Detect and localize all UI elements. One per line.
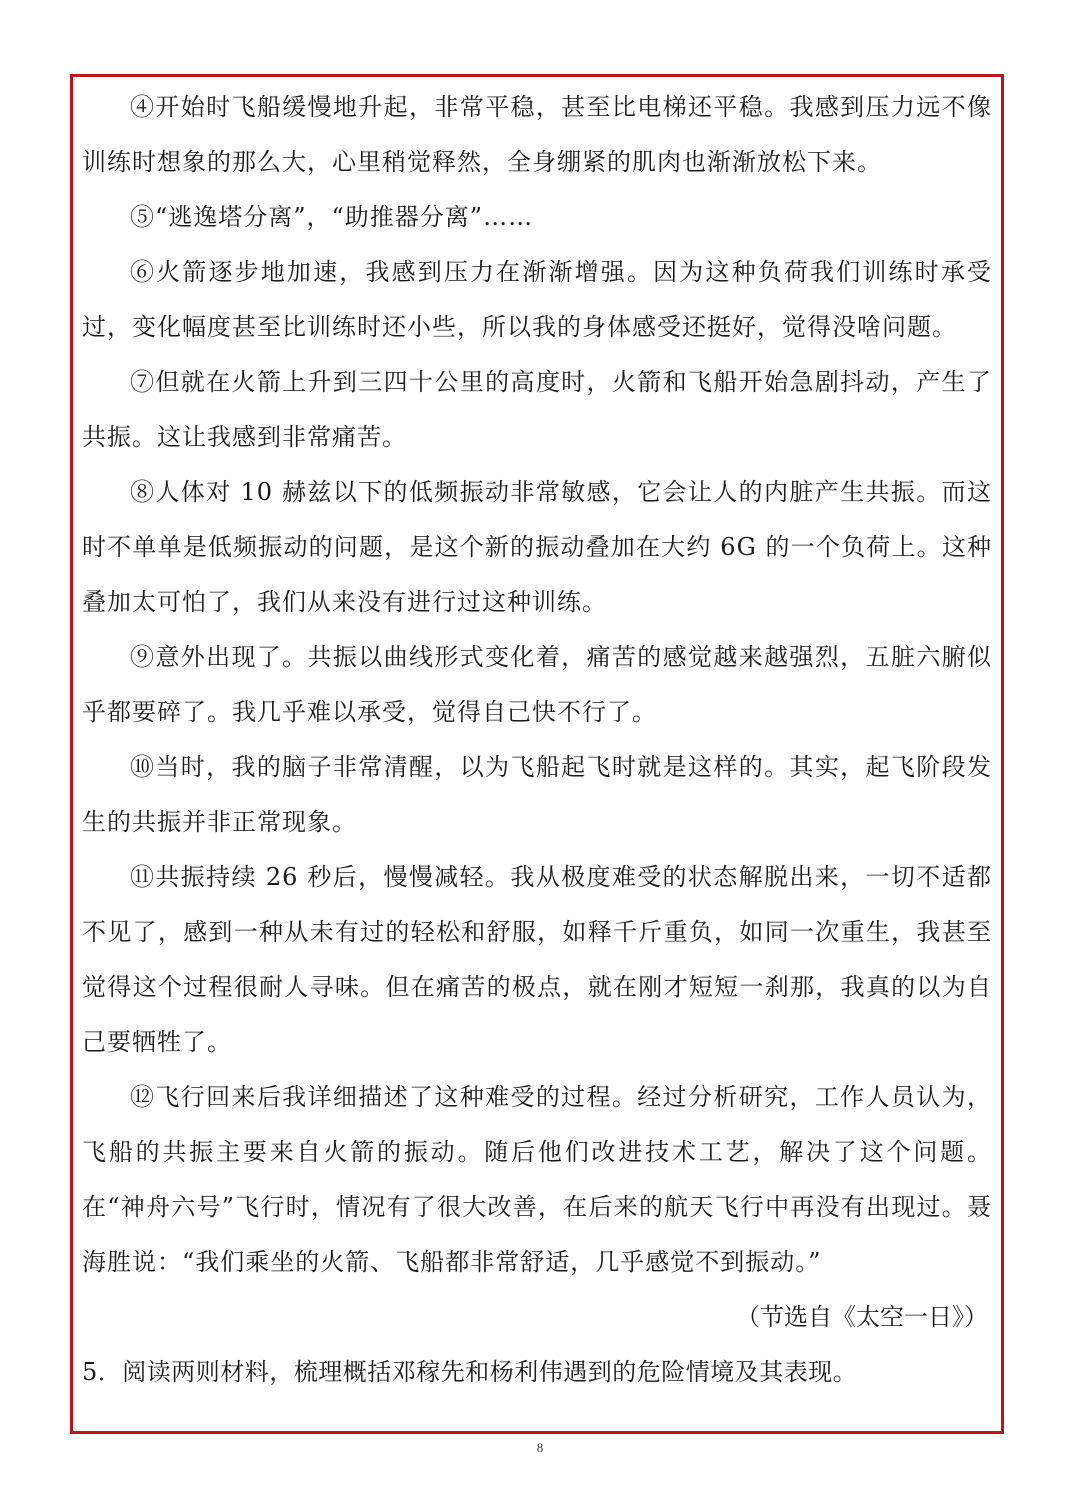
paragraph-11: ⑪共振持续 26 秒后，慢慢减轻。我从极度难受的状态解脱出来，一切不适都不见了，感到一种从未有过的轻松和舒服，如释千斤重负，如同一次重生，我甚至觉得这个过程很耐人寻味。但在痛苦的极点，就在刚才短短一刹那，我真的以为自己要牺牲了。 bbox=[82, 863, 992, 1056]
paragraph-8: ⑧人体对 10 赫兹以下的低频振动非常敏感，它会让人的内脏产生共振。而这时不单单是低频振动的问题，是这个新的振动叠加在大约 6G 的一个负荷上。这种叠加太可怕了，我们从来没有进行过这种训练。 bbox=[82, 478, 992, 616]
paragraph-5: ⑤“逃逸塔分离”，“助推器分离”…… bbox=[130, 203, 534, 231]
question-5: 5．阅读两则材料，梳理概括邓稼先和杨利伟遇到的危险情境及其表现。 bbox=[82, 1358, 858, 1386]
paragraph-4: ④开始时飞船缓慢地升起，非常平稳，甚至比电梯还平稳。我感到压力远不像训练时想象的那么大，心里稍觉释然，全身绷紧的肌肉也渐渐放松下来。 bbox=[82, 93, 992, 176]
source-citation: （节选自《太空一日》） bbox=[736, 1303, 988, 1331]
paragraph-12: ⑫飞行回来后我详细描述了这种难受的过程。经过分析研究，工作人员认为，飞船的共振主要来自火箭的振动。随后他们改进技术工艺，解决了这个问题。在“神舟六号”飞行时，情况有了很大改善，在后来的航天飞行中再没有出现过。聂海胜说：“我们乘坐的火箭、飞船都非常舒适，几乎感觉不到振动。” bbox=[82, 1083, 992, 1276]
reading-passage bbox=[82, 80, 992, 1400]
paragraph-9: ⑨意外出现了。共振以曲线形式变化着，痛苦的感觉越来越强烈，五脏六腑似乎都要碎了。我几乎难以承受，觉得自己快不行了。 bbox=[82, 643, 992, 726]
paragraph-10: ⑩当时，我的脑子非常清醒，以为飞船起飞时就是这样的。其实，起飞阶段发生的共振并非正常现象。 bbox=[82, 753, 992, 836]
paragraph-7: ⑦但就在火箭上升到三四十公里的高度时，火箭和飞船开始急剧抖动，产生了共振。这让我感到非常痛苦。 bbox=[82, 368, 992, 451]
page-number: 8 bbox=[536, 1440, 544, 1455]
paragraph-6: ⑥火箭逐步地加速，我感到压力在渐渐增强。因为这种负荷我们训练时承受过，变化幅度甚至比训练时还小些，所以我的身体感受还挺好，觉得没啥问题。 bbox=[82, 258, 992, 341]
